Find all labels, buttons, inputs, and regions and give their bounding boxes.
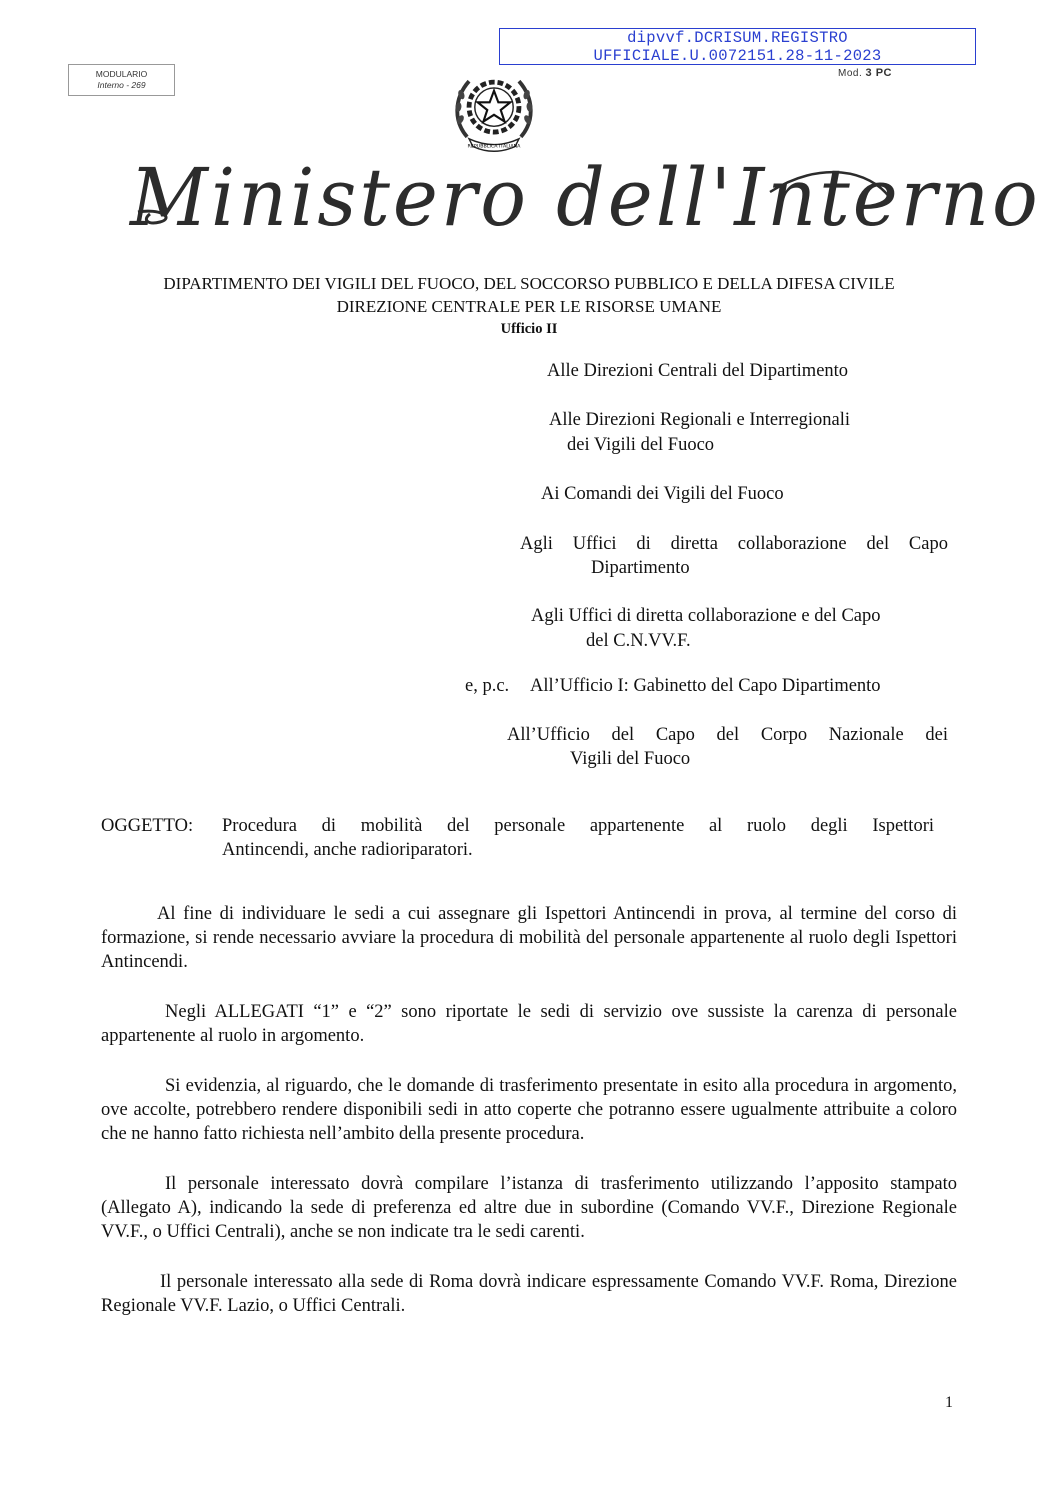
subject-label: OGGETTO: <box>101 816 194 836</box>
directorate-heading: DIREZIONE CENTRALE PER LE RISORSE UMANE <box>336 297 722 316</box>
protocol-line-1: dipvvf.DCRISUM.REGISTRO <box>627 29 848 47</box>
paragraph-4: Il personale interessato dovrà compilare l’istanza di trasferimento utilizzando l’apposito stampato (Allegato A), indicando la sede di preferenza ed altre due in subordine (Comando VV.F., Direzione Regionale VV.F., o Uffici Centrali), anche se non indicate tra le sedi carenti. <box>101 1174 957 1242</box>
form-model-prefix: Mod. <box>838 68 863 79</box>
paragraph-5: Il personale interessato alla sede di Roma dovrà indicare espressamente Comando VV.F. Roma, Direzione Regionale VV.F. Lazio, o Uffici Centrali. <box>101 1272 957 1316</box>
modulario-box <box>68 64 175 96</box>
form-model-code <box>838 67 892 79</box>
form-model-value: 3 PC <box>865 67 892 79</box>
subject-line-1: Procedura di mobilità del personale appartenente al ruolo degli Ispettori <box>222 816 934 836</box>
paragraph-1: Al fine di individuare le sedi a cui assegnare gli Ispettori Antincendi in prova, al termine del corso di formazione, si rende necessario avviare la procedura di mobilità del personale appartenente al ruolo degli Ispettori Antincendi. <box>101 904 957 972</box>
recipient-corps-chief-office-line1: All’Ufficio del Capo del Corpo Nazionale dei <box>507 725 948 745</box>
protocol-line-2: UFFICIALE.U.0072151.28-11-2023 <box>593 47 882 65</box>
recipient-central-directorates: Alle Direzioni Centrali del Dipartimento <box>547 361 849 381</box>
department-heading: DIPARTIMENTO DEI VIGILI DEL FUOCO, DEL SOCCORSO PUBBLICO E DELLA DIFESA CIVILE <box>163 274 895 293</box>
recipient-regional-directorates-line1: Alle Direzioni Regionali e Interregionali <box>549 410 851 430</box>
recipient-regional-directorates-line2: dei Vigili del Fuoco <box>567 435 715 455</box>
recipient-dept-chief-offices-line2: Dipartimento <box>591 558 690 578</box>
ministry-title: Ministero dell'Interno <box>130 150 1041 245</box>
paragraph-3: Si evidenzia, al riguardo, che le domande di trasferimento presentate in esito alla procedura in argomento, ove accolte, potrebbero rendere disponibili sedi in atto coperte che potranno essere ugualmente attribuite a coloro che ne hanno fatto richiesta nell’ambito della presente procedura. <box>101 1076 957 1144</box>
cc-prefix: e, p.c. <box>465 676 510 696</box>
office-heading: Ufficio II <box>500 321 558 337</box>
subject-line-2: Antincendi, anche radioriparatori. <box>222 840 473 860</box>
protocol-stamp <box>499 28 976 65</box>
recipient-cabinet-office: All’Ufficio I: Gabinetto del Capo Dipartimento <box>530 676 881 696</box>
recipient-fire-commands: Ai Comandi dei Vigili del Fuoco <box>541 484 784 504</box>
page-number: 1 <box>945 1394 953 1411</box>
paragraph-2: Negli ALLEGATI “1” e “2” sono riportate le sedi di servizio ove sussiste la carenza di personale appartenente al ruolo in argomento. <box>101 1002 957 1046</box>
recipient-cnvvf-chief-offices-line1: Agli Uffici di diretta collaborazione e del Capo <box>531 606 881 626</box>
modulario-code: Interno - 269 <box>97 80 146 90</box>
recipient-dept-chief-offices-line1: Agli Uffici di diretta collaborazione del Capo <box>520 534 948 554</box>
emblem-ribbon-text: REPUBBLICA ITALIANA <box>467 144 521 150</box>
recipient-cnvvf-chief-offices-line2: del C.N.VV.F. <box>586 631 691 651</box>
subject-text <box>222 814 934 862</box>
modulario-label: MODULARIO <box>95 69 148 79</box>
emblem-icon <box>446 62 542 158</box>
recipient-corps-chief-office-line2: Vigili del Fuoco <box>570 749 691 769</box>
